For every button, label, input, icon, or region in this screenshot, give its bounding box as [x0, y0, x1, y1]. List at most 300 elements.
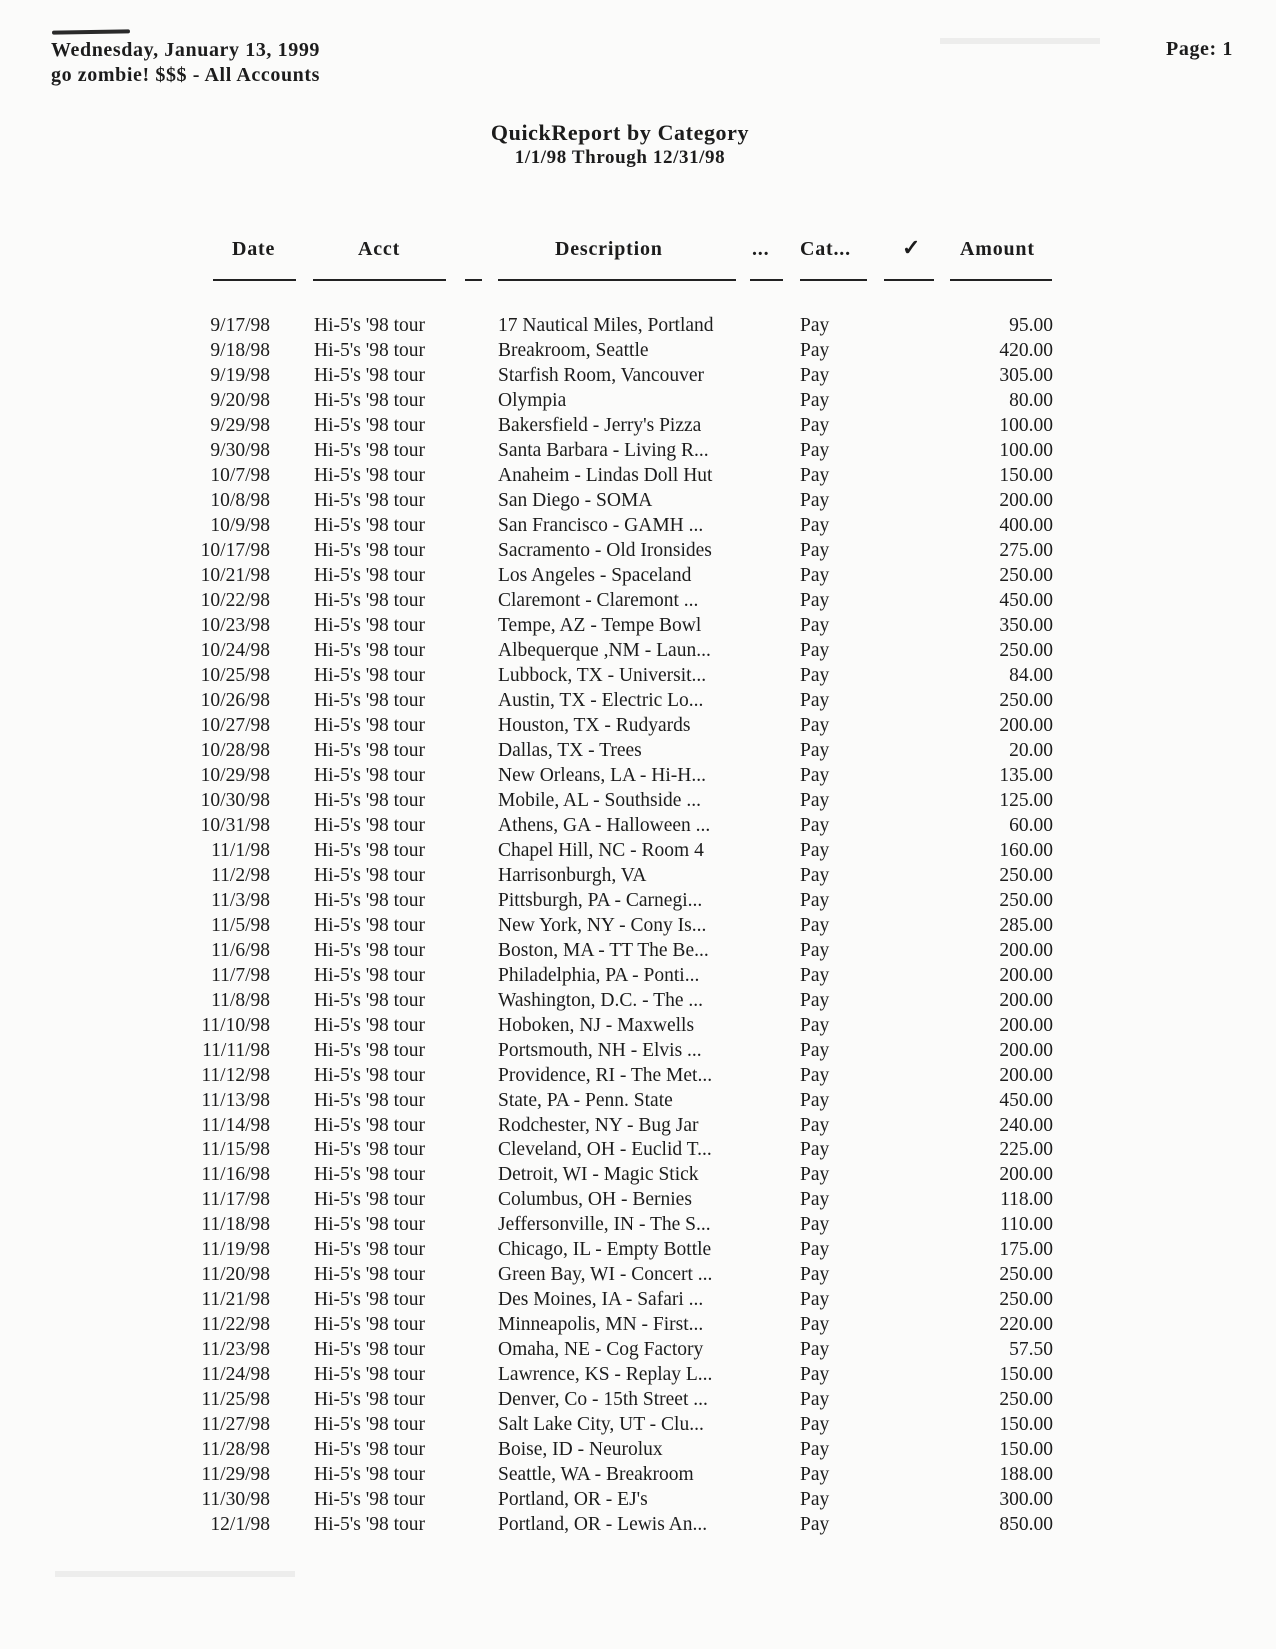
cell-date: 10/9/98: [210, 514, 270, 536]
cell-description: Boston, MA - TT The Be...: [498, 939, 709, 961]
cell-amount: 110.00: [1000, 1214, 1053, 1236]
table-row: [0, 889, 1276, 914]
cell-date: 11/5/98: [211, 914, 270, 936]
cell-category: Pay: [800, 489, 830, 511]
cell-account: Hi-5's '98 tour: [314, 1039, 426, 1061]
cell-amount: 175.00: [999, 1239, 1053, 1261]
cell-account: Hi-5's '98 tour: [314, 1439, 426, 1461]
cell-category: Pay: [800, 664, 830, 686]
cell-date: 11/14/98: [201, 1114, 270, 1136]
cell-account: Hi-5's '98 tour: [314, 1264, 426, 1286]
cell-amount: 135.00: [999, 764, 1053, 786]
cell-date: 11/29/98: [201, 1464, 270, 1486]
cell-category: Pay: [800, 839, 830, 861]
page-number: Page: 1: [1166, 38, 1233, 60]
cell-category: Pay: [800, 614, 830, 636]
cell-date: 10/31/98: [200, 814, 270, 836]
cell-amount: 225.00: [999, 1139, 1053, 1161]
table-row: [0, 1513, 1276, 1538]
cell-account: Hi-5's '98 tour: [314, 1239, 426, 1261]
cell-account: Hi-5's '98 tour: [314, 989, 426, 1011]
cell-description: Jeffersonville, IN - The S...: [498, 1214, 711, 1236]
cell-description: Santa Barbara - Living R...: [498, 439, 709, 461]
cell-account: Hi-5's '98 tour: [314, 1339, 426, 1361]
table-row: [0, 339, 1276, 364]
cell-amount: 200.00: [999, 714, 1053, 736]
cell-amount: 275.00: [999, 539, 1053, 561]
cell-date: 9/18/98: [210, 339, 270, 361]
cell-date: 10/25/98: [200, 664, 270, 686]
cell-account: Hi-5's '98 tour: [314, 614, 426, 636]
table-row: [0, 514, 1276, 539]
cell-account: Hi-5's '98 tour: [314, 464, 426, 486]
cell-account: Hi-5's '98 tour: [314, 1489, 426, 1511]
cell-description: Dallas, TX - Trees: [498, 739, 642, 761]
table-row: [0, 1288, 1276, 1313]
cell-description: Des Moines, IA - Safari ...: [498, 1289, 704, 1311]
cell-amount: 250.00: [999, 1289, 1053, 1311]
bleed-through: ▬▬▬▬▬▬▬▬▬▬▬▬: [55, 1566, 295, 1588]
cell-account: Hi-5's '98 tour: [314, 1139, 426, 1161]
cell-category: Pay: [800, 1014, 830, 1036]
table-row: [0, 1438, 1276, 1463]
cell-amount: 100.00: [999, 439, 1053, 461]
cell-category: Pay: [800, 714, 830, 736]
table-row: [0, 1313, 1276, 1338]
cell-description: Columbus, OH - Bernies: [498, 1189, 692, 1211]
cell-account: Hi-5's '98 tour: [314, 914, 426, 936]
cell-description: Breakroom, Seattle: [498, 339, 649, 361]
table-row: [0, 1163, 1276, 1188]
cell-date: 11/21/98: [201, 1289, 270, 1311]
cell-account: Hi-5's '98 tour: [314, 814, 426, 836]
cell-account: Hi-5's '98 tour: [314, 1314, 426, 1336]
cell-date: 11/20/98: [201, 1264, 270, 1286]
cell-account: Hi-5's '98 tour: [314, 339, 426, 361]
table-row: [0, 989, 1276, 1014]
cell-description: Green Bay, WI - Concert ...: [498, 1264, 713, 1286]
cell-date: 11/7/98: [211, 964, 270, 986]
report-date: Wednesday, January 13, 1999: [51, 39, 321, 61]
table-row: [0, 1413, 1276, 1438]
cell-amount: 450.00: [999, 589, 1053, 611]
cell-amount: 100.00: [999, 414, 1053, 436]
file-accounts-line: go zombie! $$$ - All Accounts: [51, 64, 321, 86]
table-row: [0, 814, 1276, 839]
rule-description: [498, 279, 736, 281]
cell-account: Hi-5's '98 tour: [314, 964, 426, 986]
cell-amount: 150.00: [999, 1439, 1053, 1461]
cell-account: Hi-5's '98 tour: [314, 1214, 426, 1236]
cell-date: 10/30/98: [200, 789, 270, 811]
cell-date: 9/30/98: [210, 439, 270, 461]
cell-account: Hi-5's '98 tour: [314, 1189, 426, 1211]
cell-description: Anaheim - Lindas Doll Hut: [498, 464, 713, 486]
cell-category: Pay: [800, 1114, 830, 1136]
cell-description: San Diego - SOMA: [498, 489, 653, 511]
cell-description: Houston, TX - Rudyards: [498, 714, 691, 736]
cell-account: Hi-5's '98 tour: [314, 1414, 426, 1436]
cell-date: 10/26/98: [200, 689, 270, 711]
cell-description: Los Angeles - Spaceland: [498, 564, 692, 586]
cell-date: 11/3/98: [211, 889, 270, 911]
rule-acct: [313, 279, 446, 281]
cell-amount: 80.00: [1009, 389, 1053, 411]
cell-category: Pay: [800, 964, 830, 986]
cell-amount: 200.00: [999, 1014, 1053, 1036]
cell-description: Philadelphia, PA - Ponti...: [498, 964, 700, 986]
cell-category: Pay: [800, 439, 830, 461]
column-header-date: Date: [232, 238, 276, 260]
table-row: [0, 439, 1276, 464]
rule-category: [800, 279, 867, 281]
report-header: [51, 38, 320, 88]
column-header-category: Cat...: [800, 238, 851, 260]
table-row: [0, 1064, 1276, 1089]
table-row: [0, 1238, 1276, 1263]
cell-account: Hi-5's '98 tour: [314, 1164, 426, 1186]
cell-date: 11/27/98: [201, 1414, 270, 1436]
table-row: [0, 464, 1276, 489]
table-row: [0, 1188, 1276, 1213]
report-title: QuickReport by Category: [490, 120, 750, 145]
cell-description: Lawrence, KS - Replay L...: [498, 1364, 713, 1386]
cell-description: Claremont - Claremont ...: [498, 589, 699, 611]
cell-amount: 188.00: [999, 1464, 1053, 1486]
cell-category: Pay: [800, 889, 830, 911]
cell-date: 10/22/98: [200, 589, 270, 611]
cell-account: Hi-5's '98 tour: [314, 564, 426, 586]
table-row: [0, 614, 1276, 639]
cell-date: 10/17/98: [200, 539, 270, 561]
cell-description: Omaha, NE - Cog Factory: [498, 1339, 704, 1361]
cell-account: Hi-5's '98 tour: [314, 1389, 426, 1411]
cell-account: Hi-5's '98 tour: [314, 539, 426, 561]
cell-account: Hi-5's '98 tour: [314, 764, 426, 786]
cell-description: Mobile, AL - Southside ...: [498, 789, 701, 811]
cell-account: Hi-5's '98 tour: [314, 639, 426, 661]
cell-date: 11/17/98: [201, 1189, 270, 1211]
cell-account: Hi-5's '98 tour: [314, 789, 426, 811]
cell-category: Pay: [800, 989, 830, 1011]
cell-amount: 95.00: [1009, 315, 1053, 336]
cell-category: Pay: [800, 1489, 830, 1511]
cell-description: Hoboken, NJ - Maxwells: [498, 1014, 695, 1036]
cell-category: Pay: [800, 589, 830, 611]
cell-description: Chapel Hill, NC - Room 4: [498, 839, 704, 861]
cell-account: Hi-5's '98 tour: [314, 1089, 426, 1111]
table-row: [0, 1263, 1276, 1288]
cell-category: Pay: [800, 1514, 830, 1536]
cell-description: Portland, OR - EJ's: [498, 1489, 648, 1511]
cell-date: 11/12/98: [201, 1064, 270, 1086]
cell-category: Pay: [800, 639, 830, 661]
table-row: [0, 1338, 1276, 1363]
cell-category: Pay: [800, 689, 830, 711]
scan-mark: [52, 29, 130, 34]
cell-category: Pay: [800, 414, 830, 436]
cell-account: Hi-5's '98 tour: [314, 1014, 426, 1036]
cell-category: Pay: [800, 1264, 830, 1286]
cell-date: 11/2/98: [211, 864, 270, 886]
table-row: [0, 839, 1276, 864]
table-row: [0, 1089, 1276, 1114]
table-row: [0, 1363, 1276, 1388]
cell-description: Athens, GA - Halloween ...: [498, 814, 711, 836]
table-row: [0, 1488, 1276, 1513]
cell-date: 11/13/98: [201, 1089, 270, 1111]
cell-description: Portsmouth, NH - Elvis ...: [498, 1039, 702, 1061]
cell-amount: 285.00: [999, 914, 1053, 936]
table-row: [0, 864, 1276, 889]
rule-amount: [950, 279, 1052, 281]
cell-category: Pay: [800, 1314, 830, 1336]
cell-account: Hi-5's '98 tour: [314, 364, 426, 386]
cell-category: Pay: [800, 1414, 830, 1436]
table-row: [0, 1014, 1276, 1039]
cell-date: 10/28/98: [200, 739, 270, 761]
cell-amount: 200.00: [999, 489, 1053, 511]
cell-category: Pay: [800, 464, 830, 486]
table-row: [0, 964, 1276, 989]
cell-account: Hi-5's '98 tour: [314, 939, 426, 961]
cell-description: Albequerque ,NM - Laun...: [498, 639, 711, 661]
cell-account: Hi-5's '98 tour: [314, 315, 426, 336]
cell-date: 11/15/98: [201, 1139, 270, 1161]
table-row: [0, 739, 1276, 764]
rule-spacer: [465, 279, 482, 281]
cell-description: New Orleans, LA - Hi-H...: [498, 764, 706, 786]
cell-date: 11/22/98: [201, 1314, 270, 1336]
cell-amount: 250.00: [999, 564, 1053, 586]
cell-date: 11/18/98: [201, 1214, 270, 1236]
cell-amount: 200.00: [999, 1164, 1053, 1186]
cell-category: Pay: [800, 1214, 830, 1236]
cell-date: 11/23/98: [201, 1339, 270, 1361]
cell-category: Pay: [800, 364, 830, 386]
cell-date: 11/30/98: [201, 1489, 270, 1511]
cell-description: Detroit, WI - Magic Stick: [498, 1164, 699, 1186]
cell-description: Salt Lake City, UT - Clu...: [498, 1414, 704, 1436]
report-period: 1/1/98 Through 12/31/98: [514, 147, 726, 168]
cell-account: Hi-5's '98 tour: [314, 589, 426, 611]
cell-description: Seattle, WA - Breakroom: [498, 1464, 694, 1486]
cell-date: 9/17/98: [210, 315, 270, 336]
cell-category: Pay: [800, 1064, 830, 1086]
cell-category: Pay: [800, 1089, 830, 1111]
cell-amount: 250.00: [999, 639, 1053, 661]
cell-date: 10/23/98: [200, 614, 270, 636]
table-row: [0, 414, 1276, 439]
table-row: [0, 939, 1276, 964]
cell-description: Bakersfield - Jerry's Pizza: [498, 414, 702, 436]
table-row: [0, 764, 1276, 789]
cell-description: Cleveland, OH - Euclid T...: [498, 1139, 712, 1161]
table-row: [0, 314, 1276, 339]
cell-description: Sacramento - Old Ironsides: [498, 539, 712, 561]
table-row: [0, 539, 1276, 564]
cell-amount: 240.00: [999, 1114, 1053, 1136]
table-row: [0, 1138, 1276, 1163]
cell-account: Hi-5's '98 tour: [314, 839, 426, 861]
cell-description: Lubbock, TX - Universit...: [498, 664, 707, 686]
cell-date: 11/10/98: [201, 1014, 270, 1036]
cell-amount: 200.00: [999, 989, 1053, 1011]
cell-date: 10/8/98: [210, 489, 270, 511]
table-row: [0, 1114, 1276, 1139]
cell-amount: 250.00: [999, 1264, 1053, 1286]
cell-category: Pay: [800, 864, 830, 886]
cell-category: Pay: [800, 339, 830, 361]
cell-date: 11/11/98: [202, 1039, 270, 1061]
table-row: [0, 689, 1276, 714]
rule-cleared: [884, 279, 934, 281]
cell-category: Pay: [800, 739, 830, 761]
table-row: [0, 564, 1276, 589]
table-row: [0, 664, 1276, 689]
table-row: [0, 589, 1276, 614]
cell-category: Pay: [800, 389, 830, 411]
table-row: [0, 789, 1276, 814]
cell-description: Boise, ID - Neurolux: [498, 1439, 663, 1461]
cell-date: 10/7/98: [210, 464, 270, 486]
cell-date: 11/24/98: [201, 1364, 270, 1386]
cell-category: Pay: [800, 1389, 830, 1411]
cell-account: Hi-5's '98 tour: [314, 1364, 426, 1386]
rule-date: [213, 279, 296, 281]
table-row: [0, 714, 1276, 739]
cell-date: 9/29/98: [210, 414, 270, 436]
table-row: [0, 389, 1276, 414]
column-header-acct: Acct: [358, 238, 401, 260]
cell-amount: 125.00: [999, 789, 1053, 811]
cell-amount: 200.00: [999, 1039, 1053, 1061]
cell-date: 10/29/98: [200, 764, 270, 786]
cell-description: Portland, OR - Lewis An...: [498, 1514, 708, 1536]
cell-account: Hi-5's '98 tour: [314, 1464, 426, 1486]
cell-description: 17 Nautical Miles, Portland: [498, 315, 714, 336]
cell-category: Pay: [800, 1339, 830, 1361]
cell-category: Pay: [800, 814, 830, 836]
cell-date: 12/1/98: [210, 1514, 270, 1536]
cell-account: Hi-5's '98 tour: [314, 739, 426, 761]
table-row: [0, 914, 1276, 939]
cell-category: Pay: [800, 539, 830, 561]
cell-category: Pay: [800, 914, 830, 936]
cell-category: Pay: [800, 315, 830, 336]
cell-account: Hi-5's '98 tour: [314, 489, 426, 511]
cell-description: Harrisonburgh, VA: [498, 864, 647, 886]
table-row: [0, 489, 1276, 514]
cell-date: 9/19/98: [210, 364, 270, 386]
cell-category: Pay: [800, 764, 830, 786]
table-row: [0, 1039, 1276, 1064]
cell-amount: 20.00: [1009, 739, 1053, 761]
cell-amount: 300.00: [999, 1489, 1053, 1511]
cell-description: Minneapolis, MN - First...: [498, 1314, 704, 1336]
cell-category: Pay: [800, 1139, 830, 1161]
table-row: [0, 1388, 1276, 1413]
cell-description: Tempe, AZ - Tempe Bowl: [498, 614, 702, 636]
column-header-cleared: ✓: [902, 235, 922, 260]
cell-account: Hi-5's '98 tour: [314, 689, 426, 711]
bleed-through: ▬▬▬▬▬▬▬▬: [940, 33, 1100, 55]
cell-date: 11/1/98: [211, 839, 270, 861]
cell-date: 10/21/98: [200, 564, 270, 586]
cell-category: Pay: [800, 1189, 830, 1211]
cell-date: 9/20/98: [210, 389, 270, 411]
cell-account: Hi-5's '98 tour: [314, 1289, 426, 1311]
rule-memo: [750, 279, 783, 281]
cell-category: Pay: [800, 1464, 830, 1486]
cell-description: San Francisco - GAMH ...: [498, 514, 704, 536]
cell-description: Rodchester, NY - Bug Jar: [498, 1114, 699, 1136]
cell-category: Pay: [800, 939, 830, 961]
cell-account: Hi-5's '98 tour: [314, 864, 426, 886]
cell-amount: 450.00: [999, 1089, 1053, 1111]
cell-category: Pay: [800, 514, 830, 536]
column-header-description: Description: [555, 238, 663, 260]
cell-amount: 150.00: [999, 464, 1053, 486]
cell-amount: 250.00: [999, 889, 1053, 911]
cell-amount: 200.00: [999, 964, 1053, 986]
cell-amount: 250.00: [999, 864, 1053, 886]
cell-date: 11/16/98: [201, 1164, 270, 1186]
cell-amount: 200.00: [999, 1064, 1053, 1086]
transaction-table-body: [0, 314, 1276, 1538]
cell-date: 11/28/98: [201, 1439, 270, 1461]
cell-amount: 160.00: [999, 839, 1053, 861]
cell-amount: 60.00: [1009, 814, 1053, 836]
cell-category: Pay: [800, 564, 830, 586]
cell-amount: 400.00: [999, 514, 1053, 536]
report-title-block: [0, 119, 1276, 170]
cell-amount: 200.00: [999, 939, 1053, 961]
cell-category: Pay: [800, 789, 830, 811]
cell-account: Hi-5's '98 tour: [314, 439, 426, 461]
cell-description: Denver, Co - 15th Street ...: [498, 1389, 708, 1411]
cell-category: Pay: [800, 1289, 830, 1311]
cell-amount: 250.00: [999, 689, 1053, 711]
cell-amount: 350.00: [999, 614, 1053, 636]
cell-amount: 220.00: [999, 1314, 1053, 1336]
cell-date: 11/8/98: [211, 989, 270, 1011]
cell-amount: 118.00: [1000, 1189, 1053, 1211]
cell-account: Hi-5's '98 tour: [314, 714, 426, 736]
cell-date: 11/6/98: [211, 939, 270, 961]
cell-account: Hi-5's '98 tour: [314, 389, 426, 411]
cell-date: 11/25/98: [201, 1389, 270, 1411]
cell-description: Austin, TX - Electric Lo...: [498, 689, 704, 711]
cell-account: Hi-5's '98 tour: [314, 414, 426, 436]
cell-description: Pittsburgh, PA - Carnegi...: [498, 889, 703, 911]
cell-amount: 250.00: [999, 1389, 1053, 1411]
cell-description: Starfish Room, Vancouver: [498, 364, 704, 386]
cell-amount: 84.00: [1009, 664, 1053, 686]
table-row: [0, 639, 1276, 664]
cell-category: Pay: [800, 1239, 830, 1261]
cell-description: New York, NY - Cony Is...: [498, 914, 707, 936]
cell-category: Pay: [800, 1439, 830, 1461]
cell-date: 11/19/98: [201, 1239, 270, 1261]
cell-amount: 150.00: [999, 1414, 1053, 1436]
cell-account: Hi-5's '98 tour: [314, 1114, 426, 1136]
cell-description: Olympia: [498, 389, 567, 411]
cell-amount: 57.50: [1009, 1339, 1053, 1361]
cell-account: Hi-5's '98 tour: [314, 664, 426, 686]
cell-date: 10/24/98: [200, 639, 270, 661]
cell-description: Washington, D.C. - The ...: [498, 989, 703, 1011]
